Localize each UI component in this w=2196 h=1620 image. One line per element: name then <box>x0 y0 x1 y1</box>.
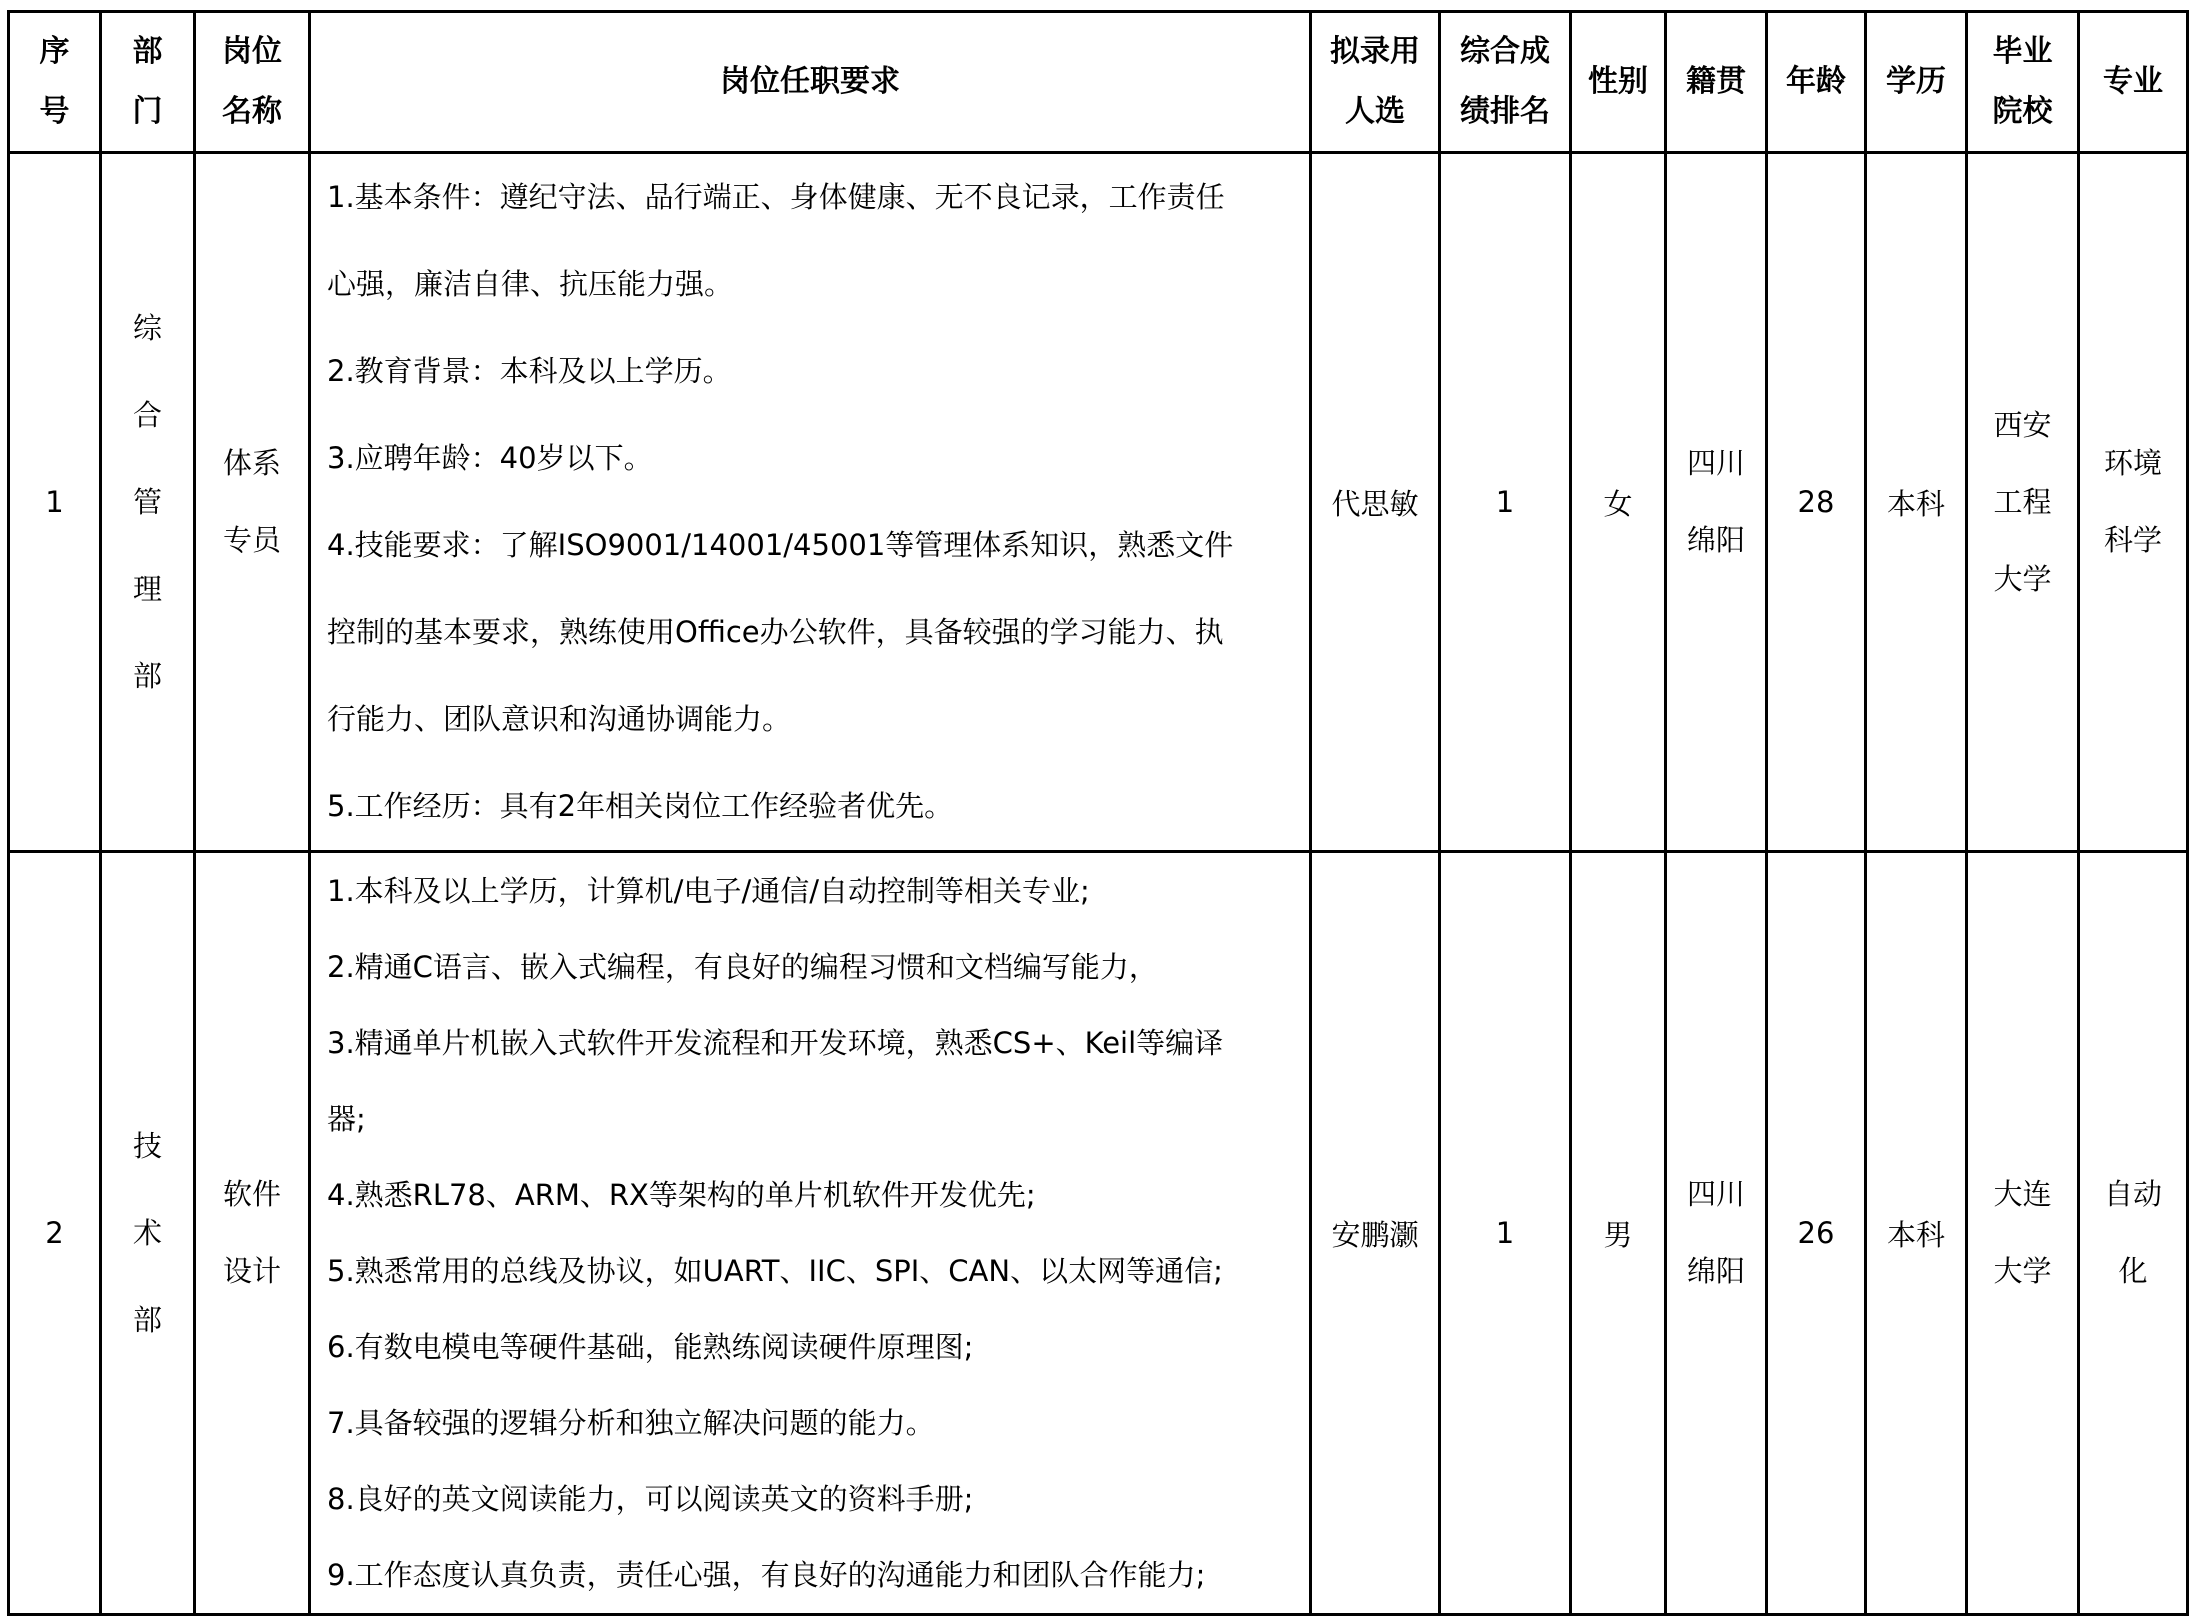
cell-candidate: 代思敏 <box>1311 153 1440 852</box>
requirement-line: 8.良好的英文阅读能力，可以阅读英文的资料手册; <box>327 1482 974 1516</box>
requirement-line: 3.精通单片机嵌入式软件开发流程和开发环境，熟悉CS+、Keil等编译 <box>327 1026 1224 1060</box>
cell-school: 西安 工程 大学 <box>1967 153 2079 852</box>
cell-requirements <box>310 153 1311 852</box>
header-gender: 性别 <box>1571 12 1666 153</box>
header-candidate: 拟录用 人选 <box>1311 12 1440 153</box>
requirement-line: 控制的基本要求，熟练使用Office办公软件，具备较强的学习能力、执 <box>327 615 1224 649</box>
cell-age: 28 <box>1767 153 1866 852</box>
requirement-line: 4.熟悉RL78、ARM、RX等架构的单片机软件开发优先; <box>327 1178 1036 1212</box>
cell-origin: 四川 绵阳 <box>1666 153 1767 852</box>
cell-education: 本科 <box>1866 153 1967 852</box>
cell-major: 自动 化 <box>2079 852 2188 1615</box>
requirement-line: 1.本科及以上学历，计算机/电子/通信/自动控制等相关专业; <box>327 874 1090 908</box>
recruitment-table <box>7 10 2189 1616</box>
requirement-line: 6.有数电模电等硬件基础，能熟练阅读硬件原理图; <box>327 1330 974 1364</box>
header-rank: 综合成 绩排名 <box>1440 12 1571 153</box>
cell-major: 环境 科学 <box>2079 153 2188 852</box>
header-major: 专业 <box>2079 12 2188 153</box>
cell-gender: 女 <box>1571 153 1666 852</box>
header-requirements: 岗位任职要求 <box>310 12 1311 153</box>
cell-dept: 综 合 管 理 部 <box>101 153 195 852</box>
cell-requirements <box>310 852 1311 1615</box>
cell-seq: 2 <box>9 852 101 1615</box>
requirement-line: 2.教育背景：本科及以上学历。 <box>327 354 732 388</box>
header-seq: 序 号 <box>9 12 101 153</box>
requirement-line: 器; <box>327 1102 366 1136</box>
header-education: 学历 <box>1866 12 1967 153</box>
requirement-line: 3.应聘年龄：40岁以下。 <box>327 441 653 475</box>
cell-origin: 四川 绵阳 <box>1666 852 1767 1615</box>
table-row <box>9 153 2188 852</box>
header-school: 毕业 院校 <box>1967 12 2079 153</box>
table-row <box>9 852 2188 1615</box>
cell-candidate: 安鹏灏 <box>1311 852 1440 1615</box>
cell-education: 本科 <box>1866 852 1967 1615</box>
cell-position: 软件 设计 <box>195 852 310 1615</box>
requirement-line: 4.技能要求：了解ISO9001/14001/45001等管理体系知识，熟悉文件 <box>327 528 1234 562</box>
cell-age: 26 <box>1767 852 1866 1615</box>
requirement-line: 5.工作经历：具有2年相关岗位工作经验者优先。 <box>327 789 954 823</box>
requirement-line: 7.具备较强的逻辑分析和独立解决问题的能力。 <box>327 1406 935 1440</box>
header-dept: 部 门 <box>101 12 195 153</box>
cell-school: 大连 大学 <box>1967 852 2079 1615</box>
cell-position: 体系 专员 <box>195 153 310 852</box>
requirement-line: 行能力、团队意识和沟通协调能力。 <box>327 702 792 736</box>
cell-gender: 男 <box>1571 852 1666 1615</box>
cell-dept: 技 术 部 <box>101 852 195 1615</box>
header-position: 岗位 名称 <box>195 12 310 153</box>
header-age: 年龄 <box>1767 12 1866 153</box>
requirement-line: 心强，廉洁自律、抗压能力强。 <box>327 267 734 301</box>
requirement-line: 2.精通C语言、嵌入式编程，有良好的编程习惯和文档编写能力， <box>327 950 1158 984</box>
cell-seq: 1 <box>9 153 101 852</box>
header-origin: 籍贯 <box>1666 12 1767 153</box>
requirement-line: 5.熟悉常用的总线及协议，如UART、IIC、SPI、CAN、以太网等通信; <box>327 1254 1223 1288</box>
requirement-line: 9.工作态度认真负责，责任心强，有良好的沟通能力和团队合作能力; <box>327 1558 1206 1592</box>
cell-rank: 1 <box>1440 153 1571 852</box>
cell-rank: 1 <box>1440 852 1571 1615</box>
header-row <box>9 12 2188 153</box>
requirement-line: 1.基本条件：遵纪守法、品行端正、身体健康、无不良记录，工作责任 <box>327 180 1225 214</box>
